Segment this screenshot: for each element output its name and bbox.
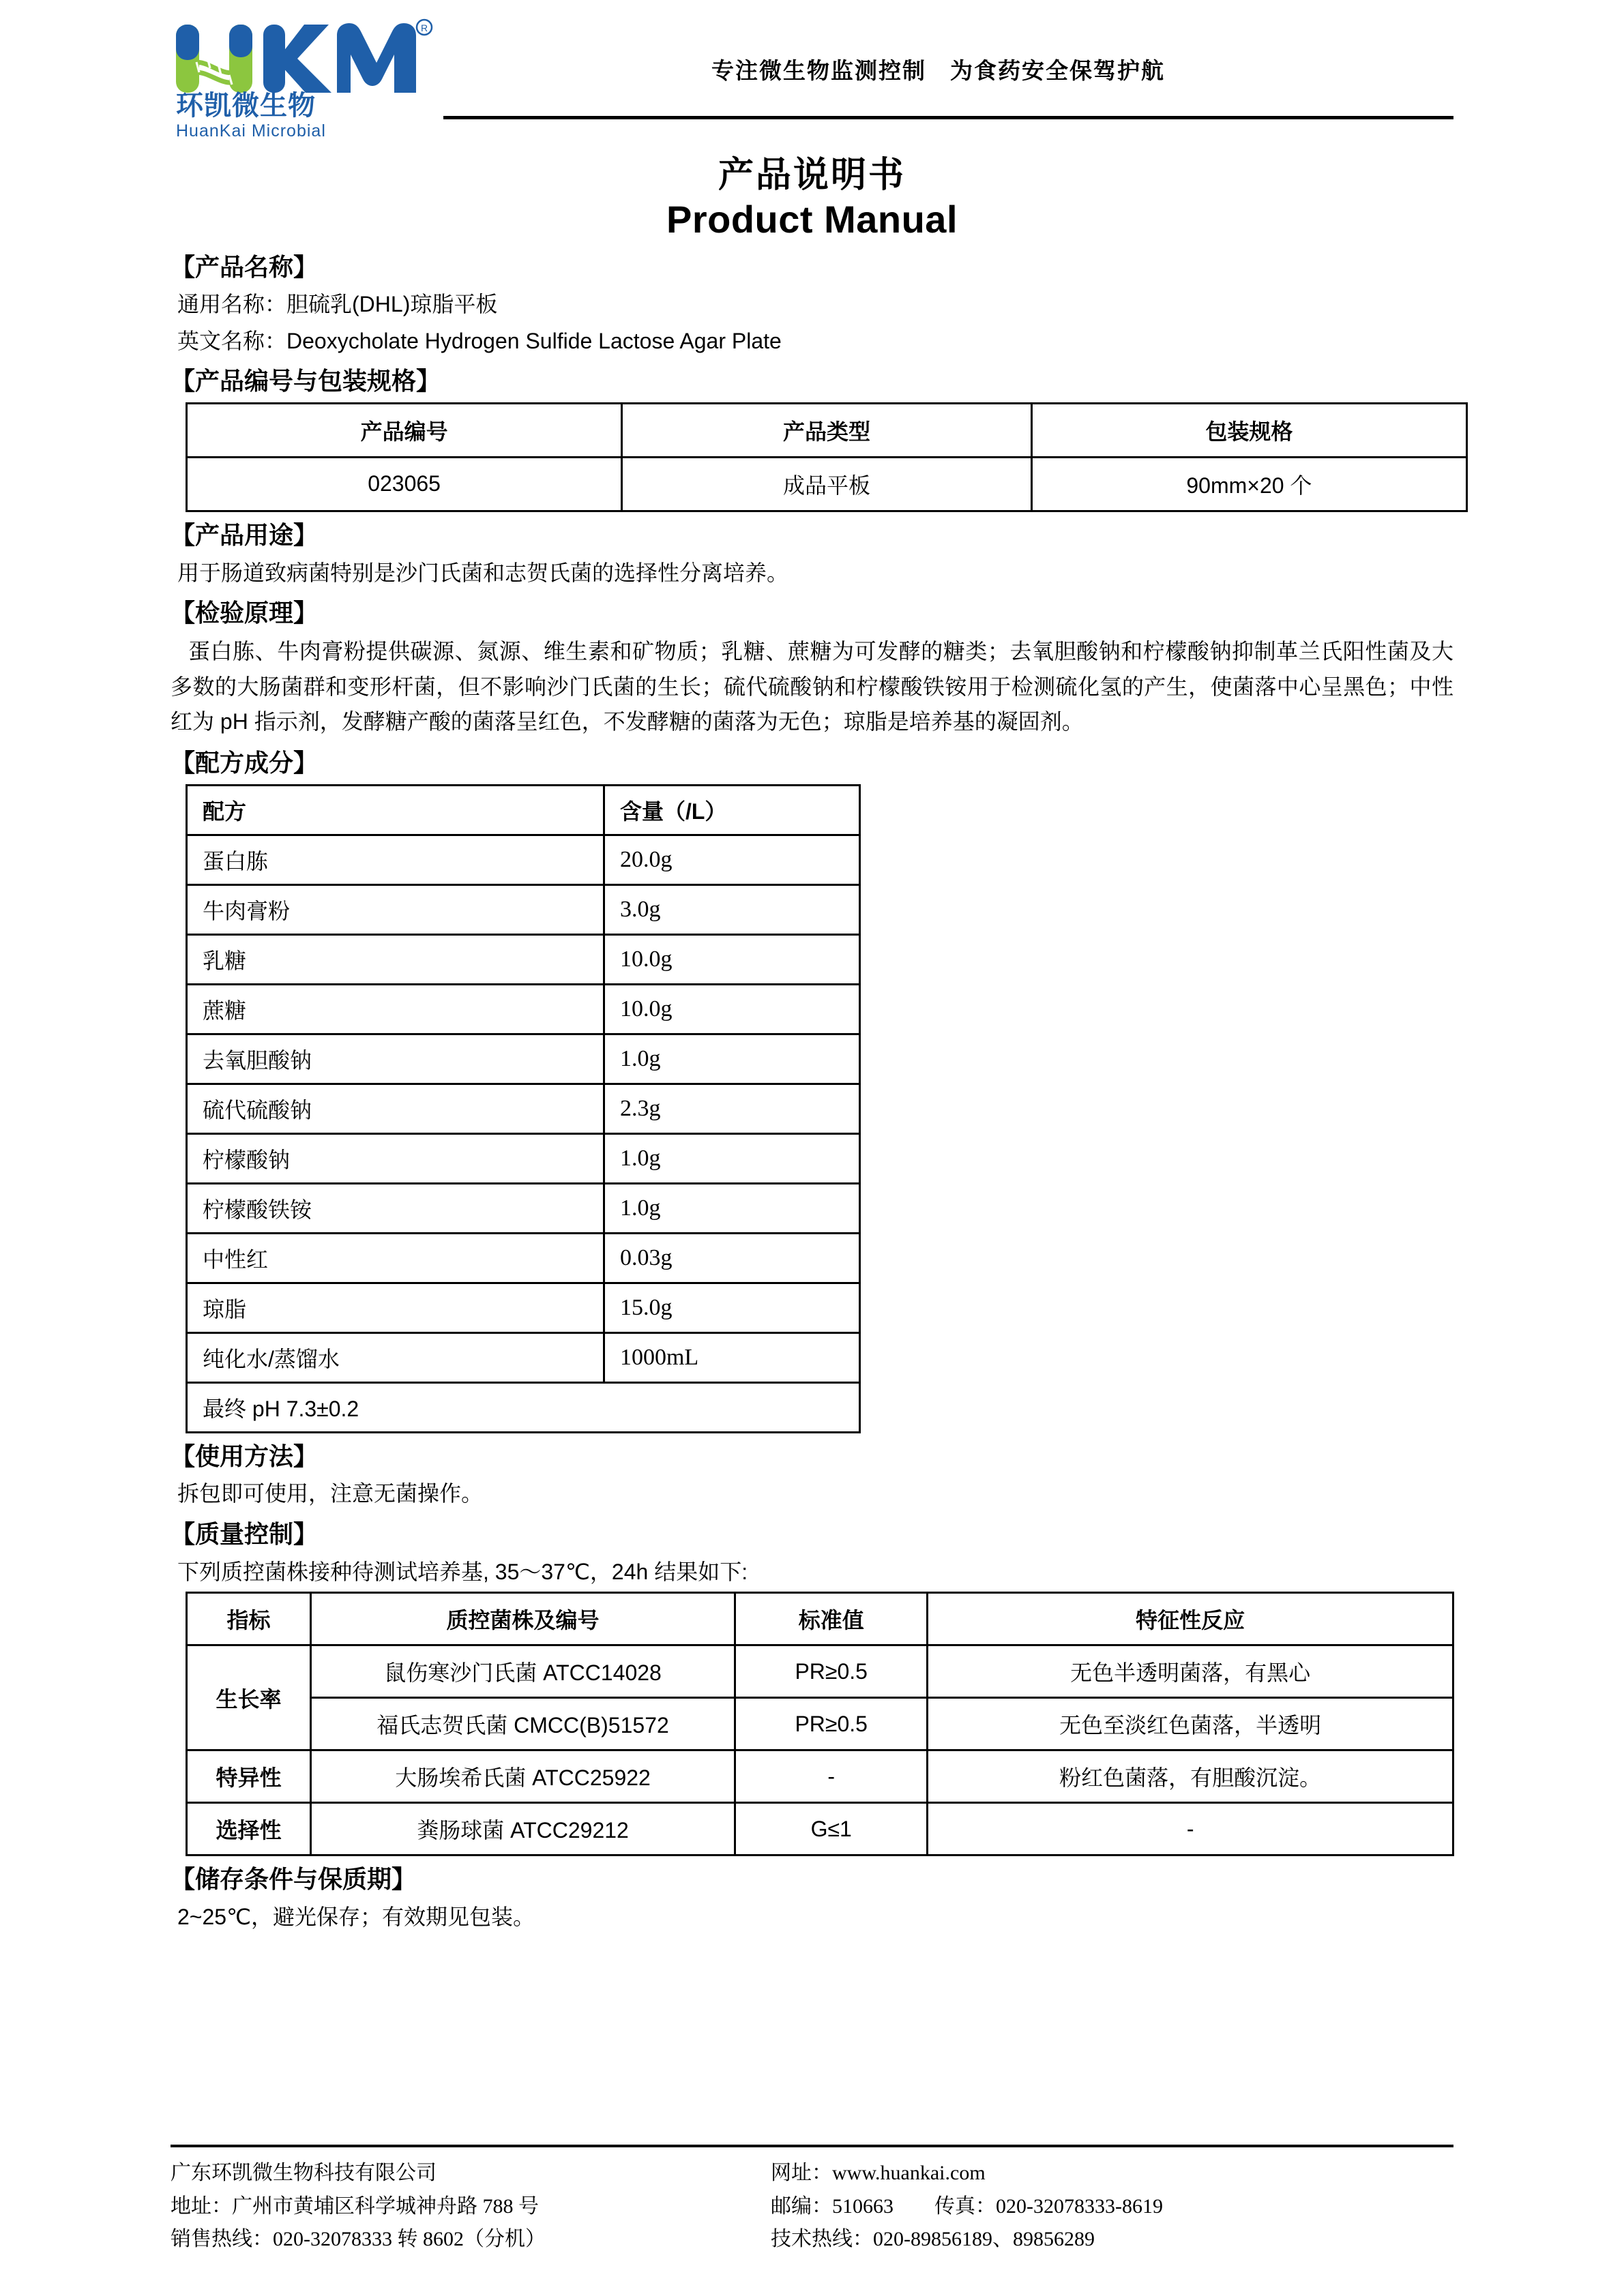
formula-cell-amount: 1.0g	[604, 1034, 859, 1084]
qc-cell-reaction: 粉红色菌落，有胆酸沉淀。	[928, 1750, 1453, 1803]
principle-text-content: 蛋白胨、牛肉膏粉提供碳源、氮源、维生素和矿物质；乳糖、蔗糖为可发酵的糖类；去氧胆酸钠和柠檬酸钠抑制革兰氏阳性菌及大多数的大肠菌群和变形杆菌，但不影响沙门氏菌的生长；硫代硫酸钠和柠檬酸铁铵用于检测硫化氢的产生，使菌落中心呈黑色；中性红为 pH 指示剂，发酵糖产酸的菌落呈红色，不发酵糖的菌落为无色；琼脂是培养基的凝固剂。	[171, 638, 1453, 734]
english-name-value: Deoxycholate Hydrogen Sulfide Lactose Agar Plate	[286, 328, 782, 353]
table-row-ph	[187, 1382, 860, 1432]
footer-website[interactable]: 网址：www.huankai.com	[771, 2162, 986, 2185]
table-row	[187, 884, 860, 934]
formula-cell-amount: 1000mL	[604, 1332, 859, 1382]
generic-name-label: 通用名称：	[177, 292, 287, 317]
formula-cell-name: 蔗糖	[187, 984, 604, 1034]
company-logo	[171, 0, 443, 140]
qc-col-standard: 标准值	[735, 1593, 928, 1645]
formula-cell-amount: 3.0g	[604, 884, 859, 934]
qc-cell-index: 选择性	[187, 1803, 311, 1855]
qc-cell-index: 特异性	[187, 1750, 311, 1803]
footer-tech-hotline: 技术热线：020-89856189、89856289	[771, 2228, 1095, 2251]
qc-col-strain: 质控菌株及编号	[310, 1593, 735, 1645]
formula-cell-amount: 10.0g	[604, 934, 859, 984]
english-name-label: 英文名称：	[177, 328, 287, 353]
qc-col-index: 指标	[187, 1593, 311, 1645]
spec-cell-product-no: 023065	[187, 457, 622, 511]
formula-cell-amount: 20.0g	[604, 835, 859, 884]
hkm-logo-icon	[171, 12, 437, 140]
generic-name-line	[177, 288, 1453, 322]
header-slogan-area	[443, 0, 1453, 85]
formula-table	[186, 784, 861, 1433]
formula-cell-name: 柠檬酸钠	[187, 1133, 604, 1183]
formula-cell-name: 纯化水/蒸馏水	[187, 1332, 604, 1382]
logo-en-text: HuanKai Microbial	[176, 121, 326, 140]
formula-cell-amount: 0.03g	[604, 1233, 859, 1283]
qc-cell-standard: PR≥0.5	[735, 1698, 928, 1750]
formula-cell-amount: 15.0g	[604, 1283, 859, 1332]
formula-col-name: 配方	[187, 785, 604, 835]
storage-text: 2~25℃，避光保存；有效期见包装。	[177, 1904, 535, 1929]
quality-control-table	[186, 1592, 1454, 1856]
formula-cell-name: 牛肉膏粉	[187, 884, 604, 934]
table-row	[187, 1698, 1453, 1750]
formula-cell-name: 中性红	[187, 1233, 604, 1283]
spec-col-package: 包装规格	[1031, 403, 1466, 457]
qc-cell-strain: 福氏志贺氏菌 CMCC(B)51572	[310, 1698, 735, 1750]
table-row	[187, 1233, 860, 1283]
qc-cell-standard: G≤1	[735, 1803, 928, 1855]
page-title-en: Product Manual	[666, 198, 958, 241]
table-row	[187, 934, 860, 984]
qc-cell-reaction: 无色半透明菌落，有黑心	[928, 1645, 1453, 1698]
table-row	[187, 1133, 860, 1183]
formula-cell-amount: 2.3g	[604, 1084, 859, 1133]
quality-intro-text: 下列质控菌株接种待测试培养基, 35～37℃，24h 结果如下:	[177, 1559, 748, 1584]
section-heading-product-name: 【产品名称】	[171, 252, 319, 281]
qc-cell-reaction: -	[928, 1803, 1453, 1855]
table-header-row	[187, 785, 860, 835]
spec-col-product-no: 产品编号	[187, 403, 622, 457]
english-name-line	[177, 325, 1453, 359]
footer-postcode-fax: 邮编：510663 传真：020-32078333-8619	[771, 2194, 1163, 2218]
section-heading-usage: 【产品用途】	[171, 520, 319, 549]
table-row	[187, 984, 860, 1034]
qc-cell-strain: 粪肠球菌 ATCC29212	[310, 1803, 735, 1855]
footer-right-column	[771, 2157, 1453, 2256]
table-row	[187, 457, 1467, 511]
table-row	[187, 1084, 860, 1133]
spec-table	[186, 402, 1468, 512]
qc-cell-strain: 鼠伤寒沙门氏菌 ATCC14028	[310, 1645, 735, 1698]
table-row	[187, 835, 860, 884]
formula-col-amount: 含量（/L）	[604, 785, 859, 835]
section-heading-method: 【使用方法】	[171, 1442, 319, 1470]
qc-cell-standard: PR≥0.5	[735, 1645, 928, 1698]
spec-col-product-type: 产品类型	[622, 403, 1032, 457]
qc-cell-standard: -	[735, 1750, 928, 1803]
table-row	[187, 1034, 860, 1084]
footer-divider	[171, 2145, 1453, 2147]
footer-columns	[171, 2157, 1453, 2256]
table-header-row	[187, 403, 1467, 457]
principle-text	[171, 634, 1453, 740]
footer-left-column	[171, 2157, 771, 2256]
logo-cn-text: 环凯微生物	[176, 91, 316, 121]
table-row	[187, 1645, 1453, 1698]
formula-cell-amount: 10.0g	[604, 984, 859, 1034]
section-heading-quality: 【质量控制】	[171, 1519, 319, 1548]
section-heading-storage: 【储存条件与保质期】	[171, 1865, 417, 1894]
footer-company: 广东环凯微生物科技有限公司	[171, 2162, 437, 2185]
table-header-row	[187, 1593, 1453, 1645]
generic-name-value: 胆硫乳(DHL)琼脂平板	[286, 292, 498, 317]
usage-text: 用于肠道致病菌特别是沙门氏菌和志贺氏菌的选择性分离培养。	[177, 560, 789, 585]
table-row	[187, 1803, 1453, 1855]
method-text: 拆包即可使用，注意无菌操作。	[177, 1481, 484, 1506]
section-heading-formula: 【配方成分】	[171, 749, 319, 777]
spec-cell-product-type: 成品平板	[622, 457, 1032, 511]
footer-sales-hotline: 销售热线：020-32078333 转 8602（分机）	[171, 2228, 546, 2251]
formula-cell-name: 去氧胆酸钠	[187, 1034, 604, 1084]
table-row	[187, 1750, 1453, 1803]
qc-cell-reaction: 无色至淡红色菌落，半透明	[928, 1698, 1453, 1750]
formula-cell-amount: 1.0g	[604, 1133, 859, 1183]
qc-cell-index: 生长率	[187, 1645, 311, 1750]
formula-cell-name: 蛋白胨	[187, 835, 604, 884]
table-row	[187, 1183, 860, 1233]
formula-cell-ph: 最终 pH 7.3±0.2	[187, 1382, 860, 1432]
formula-cell-name: 硫代硫酸钠	[187, 1084, 604, 1133]
section-heading-spec: 【产品编号与包装规格】	[171, 367, 441, 396]
section-heading-principle: 【检验原理】	[171, 599, 319, 627]
page-title-cn: 产品说明书	[718, 155, 906, 195]
formula-cell-name: 乳糖	[187, 934, 604, 984]
formula-cell-name: 琼脂	[187, 1283, 604, 1332]
qc-cell-strain: 大肠埃希氏菌 ATCC25922	[310, 1750, 735, 1803]
formula-cell-name: 柠檬酸铁铵	[187, 1183, 604, 1233]
footer-address: 地址：广州市黄埔区科学城神舟路 788 号	[171, 2194, 539, 2218]
table-row	[187, 1332, 860, 1382]
page-header	[171, 0, 1453, 140]
header-slogan: 专注微生物监测控制 为食药安全保驾护航	[711, 58, 1165, 83]
table-row	[187, 1283, 860, 1332]
qc-col-reaction: 特征性反应	[928, 1593, 1453, 1645]
page-footer	[171, 2145, 1453, 2256]
formula-cell-amount: 1.0g	[604, 1183, 859, 1233]
svg-text:R: R	[420, 23, 428, 33]
header-divider	[443, 116, 1453, 119]
spec-cell-package: 90mm×20 个	[1031, 457, 1466, 511]
